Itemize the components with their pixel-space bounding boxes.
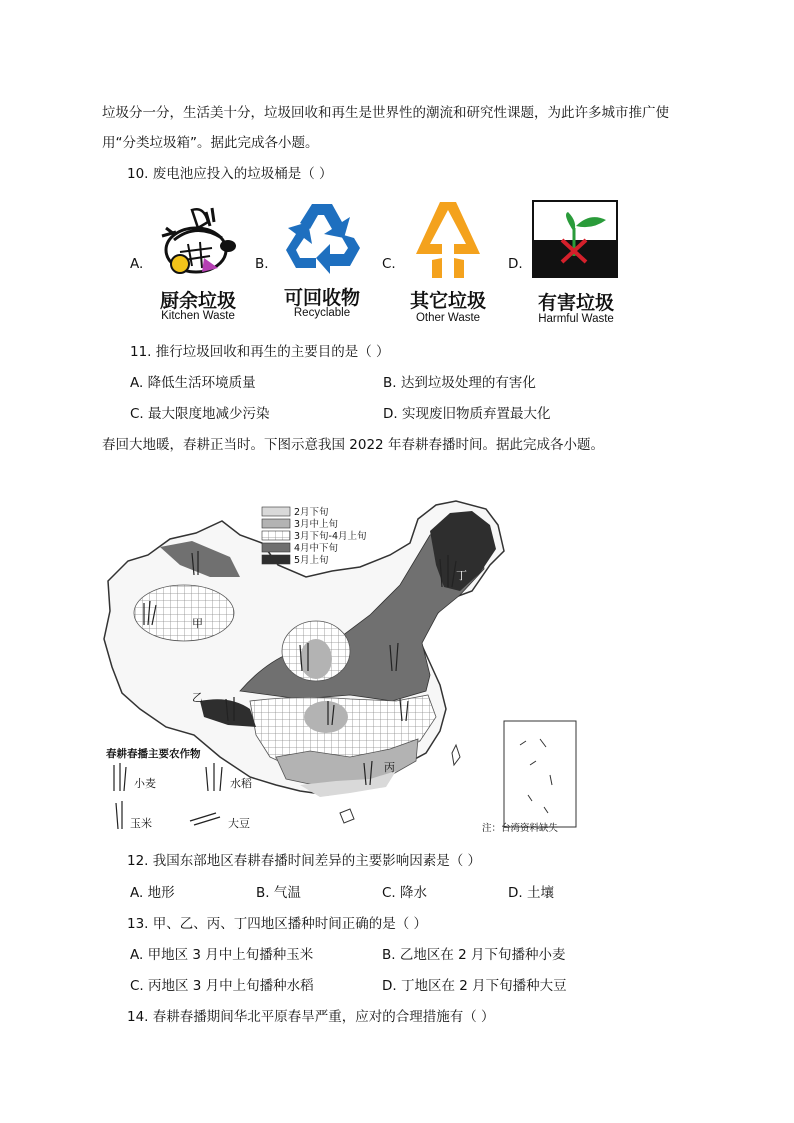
question-11-option-a: A. 降低生活环境质量 (130, 375, 256, 391)
question-14-stem: 14. 春耕春播期间华北平原春旱严重，应对的合理措施有（ ） (127, 1009, 495, 1025)
map-note: 注：台湾资料缺失 (482, 823, 559, 834)
other-waste-icon (410, 200, 486, 280)
option-a-label-en: Kitchen Waste (161, 310, 235, 322)
legend-swatch-2 (262, 519, 290, 528)
period-legend (262, 506, 367, 566)
crop-label-rice: 水稻 (230, 777, 252, 790)
intro-paragraph-line-2: 用“分类垃圾箱”。据此完成各小题。 (102, 135, 319, 151)
crop-label-wheat: 小麦 (134, 777, 156, 790)
option-c-letter: C. (382, 256, 396, 272)
soybean-icon (190, 813, 220, 825)
legend-label-2: 3月中上旬 (294, 519, 339, 530)
question-12-stem: 12. 我国东部地区春耕春播时间差异的主要影响因素是（ ） (127, 853, 482, 869)
option-d-label-cn: 有害垃圾 (537, 292, 614, 314)
question-11-stem: 11. 推行垃圾回收和再生的主要目的是（ ） (130, 344, 390, 360)
question-12-option-d: D. 土壤 (508, 885, 554, 901)
option-b-label-cn: 可回收物 (283, 287, 360, 309)
legend-label-3: 3月下旬-4月上旬 (294, 531, 367, 542)
kitchen-waste-icon (152, 202, 240, 280)
option-a-label-cn: 厨余垃圾 (159, 290, 236, 312)
legend-label-5: 5月上旬 (294, 555, 329, 566)
question-13-option-a: A. 甲地区 3 月中上旬播种玉米 (130, 947, 314, 963)
legend-swatch-1 (262, 507, 290, 516)
legend-swatch-5 (262, 555, 290, 564)
question-13-option-b: B. 乙地区在 2 月下旬播种小麦 (382, 947, 566, 963)
question-12-option-c: C. 降水 (382, 885, 428, 901)
option-c-label-cn: 其它垃圾 (409, 290, 486, 312)
harmful-waste-icon (532, 200, 618, 278)
region-label-yi: 乙 (192, 691, 203, 704)
option-b-label-en: Recyclable (293, 307, 351, 319)
question-10-stem: 10. 废电池应投入的垃圾桶是（ ） (127, 166, 333, 182)
legend-swatch-3 (262, 531, 290, 540)
question-11-option-b: B. 达到垃圾处理的有害化 (383, 375, 536, 391)
crops-legend-title: 春耕春播主要农作物 (106, 748, 201, 760)
option-b-letter: B. (255, 256, 269, 272)
option-c-label-en: Other Waste (415, 312, 481, 324)
crop-label-corn: 玉米 (130, 817, 152, 830)
legend-label-1: 2月下旬 (294, 507, 329, 518)
intro-paragraph-line-1: 垃圾分一分，生活美十分，垃圾回收和再生是世界性的潮流和研究性课题，为此许多城市推广使 (102, 105, 669, 121)
region-label-jia: 甲 (192, 617, 203, 630)
option-a-letter: A. (130, 256, 144, 272)
question-13-option-c: C. 丙地区 3 月中上旬播种水稻 (130, 978, 314, 994)
region-label-ding: 丁 (456, 569, 467, 582)
recycle-icon (282, 200, 362, 276)
spring-planting-map (100, 495, 582, 840)
wheat-icon (114, 763, 126, 791)
question-12-option-b: B. 气温 (256, 885, 301, 901)
crop-label-soybean: 大豆 (228, 817, 250, 830)
question-13-option-d: D. 丁地区在 2 月下旬播种大豆 (382, 978, 567, 994)
question-13-stem: 13. 甲、乙、丙、丁四地区播种时间正确的是（ ） (127, 916, 428, 932)
option-d-label-en: Harmful Waste (538, 313, 614, 325)
question-11-option-c: C. 最大限度地减少污染 (130, 406, 270, 422)
question-12-option-a: A. 地形 (130, 885, 175, 901)
intro-paragraph-2: 春回大地暖，春耕正当时。下图示意我国 2022 年春耕春播时间。据此完成各小题。 (102, 437, 604, 453)
legend-label-4: 4月中下旬 (294, 543, 339, 554)
question-11-option-d: D. 实现废旧物质弃置最大化 (383, 406, 551, 422)
option-d-letter: D. (508, 256, 523, 272)
corn-icon (116, 801, 122, 829)
rice-icon (206, 763, 222, 791)
legend-swatch-4 (262, 543, 290, 552)
region-label-bing: 丙 (384, 761, 395, 774)
